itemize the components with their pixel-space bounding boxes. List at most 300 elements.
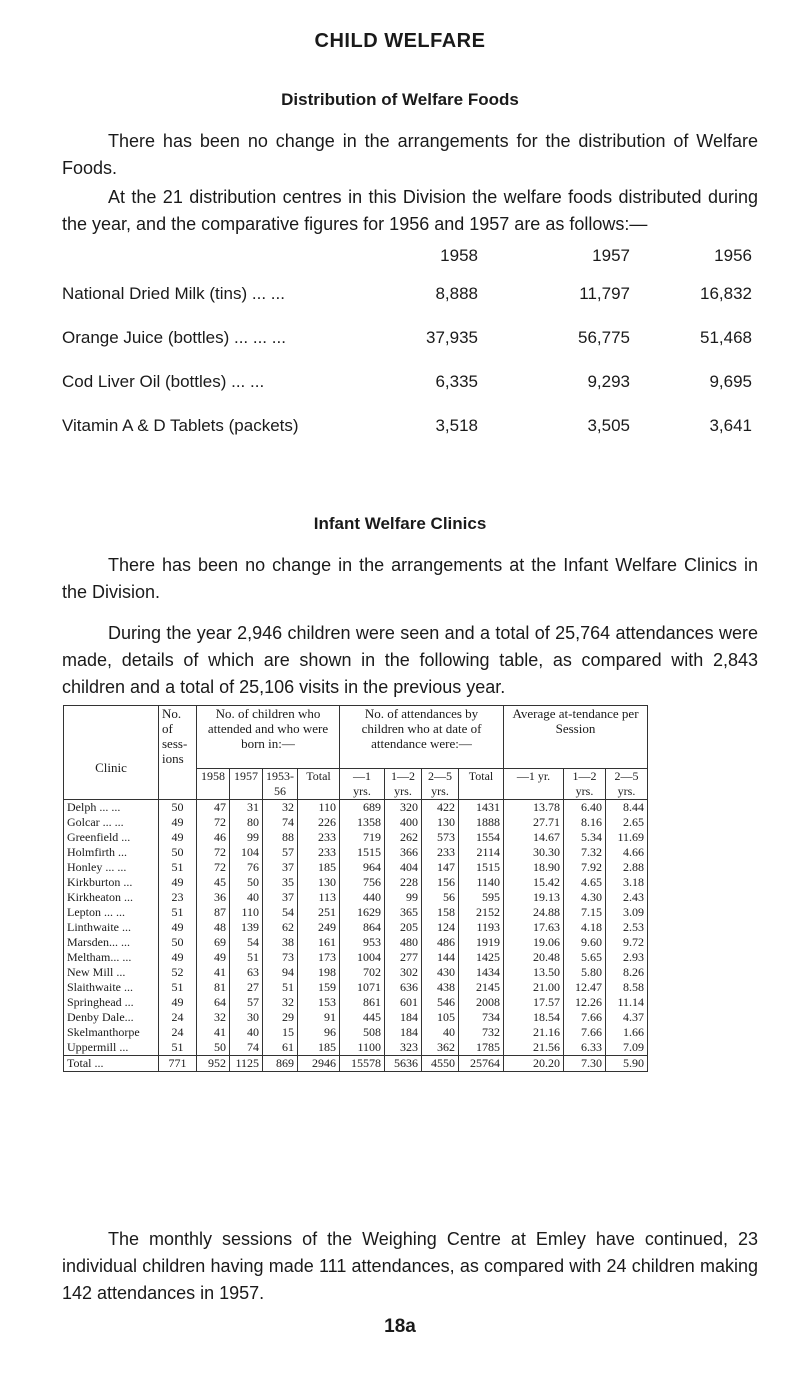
attendance-age-header: —1 yrs. (340, 768, 385, 799)
table-cell: 546 (422, 995, 459, 1010)
table-cell: 2114 (459, 845, 504, 860)
page-title: CHILD WELFARE (314, 30, 486, 52)
table-cell: 57 (263, 845, 298, 860)
table-cell: 94 (263, 965, 298, 980)
average-header: Average at-tendance per Session (504, 706, 648, 769)
table-cell: 4550 (422, 1055, 459, 1071)
table-cell: 1140 (459, 875, 504, 890)
table-cell: 1071 (340, 980, 385, 995)
food-value: 37,935 (426, 328, 478, 347)
table-cell: 153 (298, 995, 340, 1010)
average-age-header: 1—2 yrs. (564, 768, 606, 799)
table-cell: 8.58 (606, 980, 648, 995)
clinic-name-cell: Marsden... ... (64, 935, 159, 950)
table-cell: 734 (459, 1010, 504, 1025)
clinic-name-cell: Honley ... ... (64, 860, 159, 875)
table-cell: 486 (422, 935, 459, 950)
table-cell: 124 (422, 920, 459, 935)
table-cell: 2.53 (606, 920, 648, 935)
table-cell: 601 (385, 995, 422, 1010)
food-label: Vitamin A & D Tablets (packets) (62, 416, 299, 435)
children-header: No. of children who attended and who were born in:— (197, 706, 340, 769)
table-cell: 233 (422, 845, 459, 860)
attendances-header: No. of attendances by children who at date of attendance were:— (340, 706, 504, 769)
table-cell: 41 (197, 965, 230, 980)
table-cell: 21.56 (504, 1040, 564, 1056)
table-cell: 18.90 (504, 860, 564, 875)
table-cell: 45 (197, 875, 230, 890)
table-cell: 2.65 (606, 815, 648, 830)
table-cell: 8.26 (606, 965, 648, 980)
table-row (64, 995, 648, 1010)
clinic-name-cell: New Mill ... (64, 965, 159, 980)
table-cell: 19.06 (504, 935, 564, 950)
table-cell: 508 (340, 1025, 385, 1040)
table-cell: 9.60 (564, 935, 606, 950)
table-cell: 88 (263, 830, 298, 845)
table-cell: 40 (422, 1025, 459, 1040)
page-number: 18a (384, 1316, 416, 1337)
attendance-total-header: Total (459, 768, 504, 799)
table-cell: 1431 (459, 799, 504, 815)
foods-row (62, 328, 752, 372)
table-row (64, 965, 648, 980)
average-age-header: 2—5 yrs. (606, 768, 648, 799)
table-cell: 445 (340, 1010, 385, 1025)
attendance-age-header: 1—2 yrs. (385, 768, 422, 799)
table-cell: 365 (385, 905, 422, 920)
table-cell: 173 (298, 950, 340, 965)
table-cell: 19.13 (504, 890, 564, 905)
clinic-name-cell: Lepton ... ... (64, 905, 159, 920)
table-cell: 91 (298, 1010, 340, 1025)
table-cell: 864 (340, 920, 385, 935)
food-value: 56,775 (578, 328, 630, 347)
table-cell: 62 (263, 920, 298, 935)
table-cell: 3.09 (606, 905, 648, 920)
clinic-name-cell: Holmfirth ... (64, 845, 159, 860)
table-cell: 99 (385, 890, 422, 905)
table-cell: 2152 (459, 905, 504, 920)
table-cell: 13.50 (504, 965, 564, 980)
table-cell: 51 (159, 1040, 197, 1056)
table-cell: 1100 (340, 1040, 385, 1056)
table-cell: 362 (422, 1040, 459, 1056)
table-cell: 110 (230, 905, 263, 920)
table-cell: 1785 (459, 1040, 504, 1056)
table-total-row (64, 1055, 648, 1071)
food-value: 6,335 (435, 372, 478, 391)
table-cell: 21.16 (504, 1025, 564, 1040)
table-cell: 11.14 (606, 995, 648, 1010)
section-title-welfare-foods: Distribution of Welfare Foods (281, 90, 519, 109)
table-cell: 366 (385, 845, 422, 860)
table-cell: 12.26 (564, 995, 606, 1010)
paragraph-no-change-foods: There has been no change in the arrangements for the distribution of Welfare Foods. (62, 131, 758, 178)
table-cell: 50 (197, 1040, 230, 1056)
table-cell: 226 (298, 815, 340, 830)
table-cell: 1888 (459, 815, 504, 830)
clinic-name-cell: Meltham... ... (64, 950, 159, 965)
table-cell: 18.54 (504, 1010, 564, 1025)
table-cell: 15578 (340, 1055, 385, 1071)
table-cell: 4.66 (606, 845, 648, 860)
table-cell: 732 (459, 1025, 504, 1040)
table-cell: 57 (230, 995, 263, 1010)
table-cell: 63 (230, 965, 263, 980)
table-cell: 49 (197, 950, 230, 965)
table-row (64, 890, 648, 905)
foods-row (62, 372, 752, 416)
table-cell: 20.20 (504, 1055, 564, 1071)
food-value: 51,468 (700, 328, 752, 347)
table-cell: 51 (230, 950, 263, 965)
clinic-header: Clinic (64, 706, 159, 800)
food-value: 3,518 (435, 416, 478, 435)
table-cell: 184 (385, 1010, 422, 1025)
table-row (64, 935, 648, 950)
table-cell: 404 (385, 860, 422, 875)
table-cell: 31 (230, 799, 263, 815)
table-cell: 14.67 (504, 830, 564, 845)
table-cell: 8.16 (564, 815, 606, 830)
table-cell: 1515 (459, 860, 504, 875)
table-cell: 99 (230, 830, 263, 845)
table-cell: 323 (385, 1040, 422, 1056)
table-cell: 147 (422, 860, 459, 875)
foods-row (62, 284, 752, 328)
table-cell: 2946 (298, 1055, 340, 1071)
average-age-header: —1 yr. (504, 768, 564, 799)
table-cell: 302 (385, 965, 422, 980)
food-value: 9,695 (709, 372, 752, 391)
table-cell: 2008 (459, 995, 504, 1010)
table-cell: 249 (298, 920, 340, 935)
clinic-name-cell: Greenfield ... (64, 830, 159, 845)
table-cell: 49 (159, 830, 197, 845)
table-cell: 438 (422, 980, 459, 995)
table-cell: 47 (197, 799, 230, 815)
table-cell: 1629 (340, 905, 385, 920)
clinic-name-cell: Total ... (64, 1055, 159, 1071)
table-cell: 37 (263, 860, 298, 875)
food-value: 3,505 (587, 416, 630, 435)
sessions-subheader (159, 768, 197, 799)
table-cell: 4.18 (564, 920, 606, 935)
table-cell: 51 (159, 860, 197, 875)
table-cell: 32 (263, 995, 298, 1010)
table-cell: 50 (159, 845, 197, 860)
table-cell: 50 (230, 875, 263, 890)
table-cell: 7.66 (564, 1010, 606, 1025)
table-cell: 595 (459, 890, 504, 905)
table-cell: 17.57 (504, 995, 564, 1010)
table-cell: 636 (385, 980, 422, 995)
table-cell: 6.40 (564, 799, 606, 815)
food-value: 11,797 (579, 284, 630, 303)
table-cell: 277 (385, 950, 422, 965)
table-cell: 49 (159, 920, 197, 935)
table-cell: 7.92 (564, 860, 606, 875)
table-cell: 36 (197, 890, 230, 905)
table-cell: 756 (340, 875, 385, 890)
foods-row (62, 416, 752, 460)
table-cell: 50 (159, 935, 197, 950)
food-value: 3,641 (709, 416, 752, 435)
table-cell: 64 (197, 995, 230, 1010)
table-cell: 80 (230, 815, 263, 830)
table-cell: 24 (159, 1025, 197, 1040)
table-cell: 159 (298, 980, 340, 995)
table-cell: 96 (298, 1025, 340, 1040)
table-cell: 130 (298, 875, 340, 890)
table-cell: 110 (298, 799, 340, 815)
foods-year-header (62, 246, 752, 284)
table-cell: 4.37 (606, 1010, 648, 1025)
table-cell: 21.00 (504, 980, 564, 995)
table-cell: 24.88 (504, 905, 564, 920)
table-cell: 81 (197, 980, 230, 995)
table-cell: 1.66 (606, 1025, 648, 1040)
table-cell: 104 (230, 845, 263, 860)
table-cell: 320 (385, 799, 422, 815)
table-cell: 51 (159, 905, 197, 920)
table-cell: 8.44 (606, 799, 648, 815)
table-cell: 54 (230, 935, 263, 950)
paragraph-distribution-centres: At the 21 distribution centres in this Division the welfare foods distributed during the year, and the comparative figures for 1956 and 1957 are as follows:— (62, 187, 758, 234)
table-cell: 15 (263, 1025, 298, 1040)
year-header: 1958 (440, 246, 478, 265)
clinic-attendance-table (63, 705, 648, 1072)
table-cell: 158 (422, 905, 459, 920)
table-cell: 400 (385, 815, 422, 830)
table-cell: 9.72 (606, 935, 648, 950)
children-total-header: Total (298, 768, 340, 799)
table-cell: 35 (263, 875, 298, 890)
table-row (64, 905, 648, 920)
children-year-header: 1958 (197, 768, 230, 799)
table-cell: 2145 (459, 980, 504, 995)
table-cell: 54 (263, 905, 298, 920)
table-cell: 27.71 (504, 815, 564, 830)
table-cell: 48 (197, 920, 230, 935)
table-cell: 37 (263, 890, 298, 905)
table-cell: 869 (263, 1055, 298, 1071)
table-row (64, 799, 648, 815)
sessions-header: No. of sess-ions (159, 706, 197, 769)
table-cell: 233 (298, 830, 340, 845)
table-row (64, 815, 648, 830)
welfare-foods-table (62, 246, 752, 460)
children-year-header: 1957 (230, 768, 263, 799)
table-cell: 40 (230, 890, 263, 905)
clinic-name-cell: Denby Dale... (64, 1010, 159, 1025)
table-cell: 861 (340, 995, 385, 1010)
table-cell: 15.42 (504, 875, 564, 890)
table-row (64, 845, 648, 860)
table-cell: 198 (298, 965, 340, 980)
table-cell: 20.48 (504, 950, 564, 965)
table-cell: 480 (385, 935, 422, 950)
table-cell: 30 (230, 1010, 263, 1025)
food-label: Cod Liver Oil (bottles) ... ... (62, 372, 265, 391)
table-cell: 46 (197, 830, 230, 845)
table-cell: 72 (197, 845, 230, 860)
table-cell: 130 (422, 815, 459, 830)
table-cell: 4.65 (564, 875, 606, 890)
clinic-name-cell: Slaithwaite ... (64, 980, 159, 995)
clinic-name-cell: Kirkheaton ... (64, 890, 159, 905)
table-cell: 953 (340, 935, 385, 950)
table-cell: 7.66 (564, 1025, 606, 1040)
table-cell: 7.30 (564, 1055, 606, 1071)
table-row (64, 875, 648, 890)
table-cell: 49 (159, 995, 197, 1010)
table-cell: 1193 (459, 920, 504, 935)
paragraph-no-change-clinics: There has been no change in the arrangements at the Infant Welfare Clinics in the Division. (62, 555, 758, 602)
clinic-name-cell: Delph ... ... (64, 799, 159, 815)
table-cell: 228 (385, 875, 422, 890)
table-cell: 1434 (459, 965, 504, 980)
table-cell: 7.32 (564, 845, 606, 860)
table-cell: 87 (197, 905, 230, 920)
table-cell: 49 (159, 950, 197, 965)
table-cell: 51 (263, 980, 298, 995)
table-cell: 25764 (459, 1055, 504, 1071)
food-label: National Dried Milk (tins) ... ... (62, 284, 285, 303)
table-cell: 161 (298, 935, 340, 950)
table-cell: 422 (422, 799, 459, 815)
table-cell: 76 (230, 860, 263, 875)
clinic-table-body (64, 799, 648, 1071)
food-value: 9,293 (587, 372, 630, 391)
table-cell: 2.43 (606, 890, 648, 905)
table-cell: 51 (159, 980, 197, 995)
table-cell: 40 (230, 1025, 263, 1040)
table-cell: 74 (230, 1040, 263, 1056)
paragraph-weighing-centre: The monthly sessions of the Weighing Centre at Emley have continued, 23 individual children having made 111 attendances, as compared with 24 children making 142 attendances in 1957. (62, 1229, 758, 1303)
table-cell: 13.78 (504, 799, 564, 815)
table-cell: 430 (422, 965, 459, 980)
table-cell: 2.88 (606, 860, 648, 875)
section-title-infant-clinics: Infant Welfare Clinics (313, 514, 487, 533)
table-cell: 4.30 (564, 890, 606, 905)
table-cell: 72 (197, 815, 230, 830)
table-cell: 1425 (459, 950, 504, 965)
table-cell: 56 (422, 890, 459, 905)
table-cell: 185 (298, 1040, 340, 1056)
table-cell: 32 (197, 1010, 230, 1025)
food-value: 8,888 (435, 284, 478, 303)
food-value: 16,832 (700, 284, 752, 303)
table-cell: 6.33 (564, 1040, 606, 1056)
table-cell: 38 (263, 935, 298, 950)
table-row (64, 1010, 648, 1025)
table-row (64, 1025, 648, 1040)
table-cell: 702 (340, 965, 385, 980)
table-cell: 23 (159, 890, 197, 905)
table-cell: 139 (230, 920, 263, 935)
table-cell: 27 (230, 980, 263, 995)
clinic-name-cell: Springhead ... (64, 995, 159, 1010)
table-cell: 49 (159, 815, 197, 830)
table-cell: 61 (263, 1040, 298, 1056)
table-cell: 964 (340, 860, 385, 875)
table-cell: 689 (340, 799, 385, 815)
paragraph-attendances-summary: During the year 2,946 children were seen and a total of 25,764 attendances were made, details of which are shown in the following table, as compared with 2,843 children and a total of 25,106 visits in the previous year. (62, 623, 758, 697)
table-cell: 144 (422, 950, 459, 965)
table-cell: 2.93 (606, 950, 648, 965)
table-cell: 233 (298, 845, 340, 860)
table-row (64, 830, 648, 845)
clinic-name-cell: Linthwaite ... (64, 920, 159, 935)
year-header: 1956 (714, 246, 752, 265)
table-cell: 5.80 (564, 965, 606, 980)
table-cell: 17.63 (504, 920, 564, 935)
clinic-name-cell: Uppermill ... (64, 1040, 159, 1056)
table-cell: 69 (197, 935, 230, 950)
table-cell: 1125 (230, 1055, 263, 1071)
table-cell: 5.90 (606, 1055, 648, 1071)
table-cell: 73 (263, 950, 298, 965)
table-cell: 262 (385, 830, 422, 845)
attendance-age-header: 2—5 yrs. (422, 768, 459, 799)
clinic-name-cell: Golcar ... ... (64, 815, 159, 830)
table-cell: 7.09 (606, 1040, 648, 1056)
clinic-name-cell: Skelmanthorpe (64, 1025, 159, 1040)
clinic-name-cell: Kirkburton ... (64, 875, 159, 890)
table-cell: 105 (422, 1010, 459, 1025)
table-cell: 50 (159, 799, 197, 815)
table-cell: 185 (298, 860, 340, 875)
table-cell: 1004 (340, 950, 385, 965)
table-cell: 24 (159, 1010, 197, 1025)
table-row (64, 920, 648, 935)
table-cell: 5636 (385, 1055, 422, 1071)
table-cell: 41 (197, 1025, 230, 1040)
table-row (64, 860, 648, 875)
children-year-header: 1953-56 (263, 768, 298, 799)
table-cell: 719 (340, 830, 385, 845)
table-cell: 29 (263, 1010, 298, 1025)
table-cell: 952 (197, 1055, 230, 1071)
table-cell: 49 (159, 875, 197, 890)
table-cell: 205 (385, 920, 422, 935)
table-cell: 74 (263, 815, 298, 830)
table-row (64, 1040, 648, 1056)
table-cell: 1554 (459, 830, 504, 845)
food-label: Orange Juice (bottles) ... ... ... (62, 328, 286, 347)
table-cell: 3.18 (606, 875, 648, 890)
table-cell: 440 (340, 890, 385, 905)
table-cell: 113 (298, 890, 340, 905)
table-cell: 12.47 (564, 980, 606, 995)
table-cell: 7.15 (564, 905, 606, 920)
table-cell: 72 (197, 860, 230, 875)
table-cell: 11.69 (606, 830, 648, 845)
year-header: 1957 (592, 246, 630, 265)
table-cell: 32 (263, 799, 298, 815)
table-row (64, 950, 648, 965)
table-cell: 1919 (459, 935, 504, 950)
table-cell: 771 (159, 1055, 197, 1071)
table-cell: 184 (385, 1025, 422, 1040)
table-cell: 1358 (340, 815, 385, 830)
table-cell: 5.34 (564, 830, 606, 845)
table-cell: 1515 (340, 845, 385, 860)
table-cell: 251 (298, 905, 340, 920)
table-row (64, 980, 648, 995)
